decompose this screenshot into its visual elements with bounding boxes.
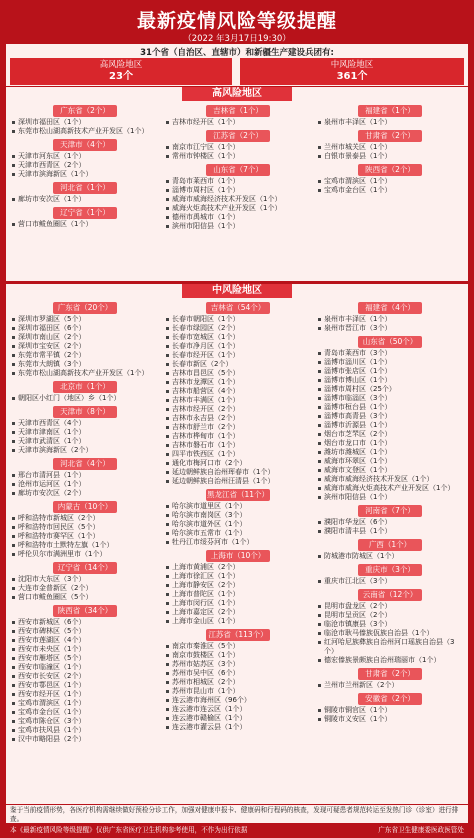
province-card [10, 302, 160, 378]
province-card [316, 539, 464, 561]
district-item: 上海市黄浦区（2个） [164, 563, 312, 572]
province-badge: 上海市（10个） [206, 550, 270, 562]
district-item: 威海市威海经济技术开发区（1个） [316, 475, 464, 484]
district-list [164, 315, 312, 486]
medium-risk-column [316, 302, 464, 727]
high-risk-label: 高风险地区 [99, 60, 143, 70]
district-item: 连云港市灌云县（1个） [164, 723, 312, 732]
district-list [316, 518, 464, 536]
district-item: 上海市金山区（1个） [164, 617, 312, 626]
district-item: 长春市绿园区（2个） [164, 324, 312, 333]
district-item: 白银市景泰县（1个） [316, 152, 464, 161]
district-item: 延边朝鲜族自治州汪清县（1个） [164, 477, 312, 486]
district-list [316, 681, 464, 690]
district-item: 临沧市耿马傣族佤族自治县（1个） [316, 629, 464, 638]
province-card [10, 406, 160, 455]
district-item: 长春市宽城区（1个） [164, 333, 312, 342]
district-item: 哈尔滨市五常市（1个） [164, 529, 312, 538]
district-list [316, 118, 464, 127]
district-item: 防城港市防城区（1个） [316, 552, 464, 561]
district-item: 滨州市阳信县（1个） [164, 222, 312, 231]
district-item: 深圳市福田区（1个） [10, 118, 160, 127]
district-list [10, 315, 160, 378]
district-item: 苏州市相城区（2个） [164, 678, 312, 687]
high-risk-panel [6, 87, 468, 281]
district-item: 西安市未央区（1个） [10, 645, 160, 654]
district-list [316, 349, 464, 502]
district-item: 吉林市桦甸市（1个） [164, 432, 312, 441]
district-item: 青岛市莱西市（3个） [316, 349, 464, 358]
district-item: 西安市碑林区（5个） [10, 627, 160, 636]
district-list [164, 118, 312, 127]
district-item: 哈尔滨市南岗区（3个） [164, 511, 312, 520]
district-item: 呼和浩特市赛罕区（1个） [10, 532, 160, 541]
district-item: 吉林市昌邑区（5个） [164, 369, 312, 378]
district-item: 廊坊市安次区（2个） [10, 489, 160, 498]
province-badge: 河北省（1个） [53, 182, 117, 194]
province-badge: 广东省（2个） [53, 105, 117, 117]
district-item: 深圳市福田区（6个） [10, 324, 160, 333]
district-item: 吉林市船营区（4个） [164, 387, 312, 396]
district-item: 德宏傣族景颇族自治州瑞丽市（1个） [316, 656, 464, 665]
district-item: 濮阳市华龙区（6个） [316, 518, 464, 527]
province-card [164, 629, 312, 732]
province-badge: 重庆市（3个） [358, 564, 422, 576]
province-card [164, 105, 312, 127]
district-item: 东莞市松山湖高新技术产业开发区（1个） [10, 127, 160, 136]
province-card [316, 589, 464, 665]
footer-source: 本《最新疫情风险等级提醒》仅供广东省医疗卫生机构参考使用，不作为出行依据 [10, 826, 248, 834]
district-item: 天津市滨海新区（2个） [10, 446, 160, 455]
district-list [10, 118, 160, 136]
province-badge: 陕西省（2个） [358, 164, 422, 176]
district-item: 四平市铁西区（1个） [164, 450, 312, 459]
district-list [164, 177, 312, 231]
province-card [164, 550, 312, 626]
district-item: 深圳市罗湖区（5个） [10, 315, 160, 324]
district-item: 西安市莲湖区（4个） [10, 636, 160, 645]
high-risk-count: 23个 [109, 71, 133, 82]
province-badge: 福建省（1个） [358, 105, 422, 117]
district-item: 威海市环翠区（1个） [316, 457, 464, 466]
district-item: 濮阳市清丰县（1个） [316, 527, 464, 536]
district-list [10, 152, 160, 179]
district-item: 呼和浩特市土默特左旗（1个） [10, 541, 160, 550]
province-badge: 安徽省（2个） [358, 693, 422, 705]
province-badge: 河北省（4个） [53, 458, 117, 470]
district-item: 连云港市连云区（1个） [164, 705, 312, 714]
district-item: 青岛市莱西市（1个） [164, 177, 312, 186]
district-item: 大连市金普新区（2个） [10, 584, 160, 593]
district-item: 天津市津南区（1个） [10, 428, 160, 437]
province-card [10, 458, 160, 498]
district-item: 东莞市松山湖高新技术产业开发区（1个） [10, 369, 160, 378]
district-item: 淄博市周村区（1个） [164, 186, 312, 195]
district-list [316, 602, 464, 665]
district-item: 长春市经开区（1个） [164, 351, 312, 360]
district-item: 长春市净月区（1个） [164, 342, 312, 351]
province-card [10, 105, 160, 136]
district-item: 淄博市沂源县（1个） [316, 421, 464, 430]
high-risk-header: 高风险地区 [182, 87, 292, 101]
district-list [316, 177, 464, 195]
district-item: 宝鸡市渭滨区（1个） [316, 177, 464, 186]
district-item: 吉林市舒兰市（2个） [164, 423, 312, 432]
province-card [316, 105, 464, 127]
district-item: 滨州市阳信县（1个） [316, 493, 464, 502]
district-item: 天津市武清区（1个） [10, 437, 160, 446]
district-item: 吉林市永吉县（2个） [164, 414, 312, 423]
district-item: 长春市新区（2个） [164, 360, 312, 369]
district-item: 通化市梅河口市（2个） [164, 459, 312, 468]
district-item: 哈尔滨市道外区（1个） [164, 520, 312, 529]
district-item: 天津市西青区（4个） [10, 419, 160, 428]
district-list [164, 642, 312, 732]
province-badge: 陕西省（34个） [53, 605, 117, 617]
district-list [164, 143, 312, 161]
province-card [316, 564, 464, 586]
district-item: 宝鸡市扶风县（1个） [10, 726, 160, 735]
district-list [316, 577, 464, 586]
district-item: 临沧市镇康县（3个） [316, 620, 464, 629]
district-item: 昆明市呈贡区（2个） [316, 611, 464, 620]
district-item: 重庆市江北区（3个） [316, 577, 464, 586]
district-item: 天津市西青区（2个） [10, 161, 160, 170]
district-item: 威海火炬高技术产业开发区（1个） [164, 204, 312, 213]
district-item: 泉州市晋江市（3个） [316, 324, 464, 333]
district-item: 吉林市丰满区（1个） [164, 396, 312, 405]
medium-risk-count: 361个 [336, 71, 368, 82]
province-card [10, 139, 160, 179]
summary-panel [6, 44, 468, 86]
district-item: 东莞市大朗镇（3个） [10, 360, 160, 369]
district-item: 牡丹江市绥芬河市（1个） [164, 538, 312, 547]
district-item: 宝鸡市陈仓区（3个） [10, 717, 160, 726]
district-item: 上海市闵行区（1个） [164, 599, 312, 608]
footer-org: 广东省卫生健康委医政医管处 [378, 826, 464, 834]
province-badge: 江苏省（2个） [206, 130, 270, 142]
district-item: 深圳市南山区（2个） [10, 333, 160, 342]
province-badge: 北京市（1个） [53, 381, 117, 393]
district-item: 延边朝鲜族自治州珲春市（1个） [164, 468, 312, 477]
district-list [10, 220, 160, 229]
province-card [164, 130, 312, 161]
district-item: 兰州市兰州新区（2个） [316, 681, 464, 690]
district-item: 连云港市赣榆区（1个） [164, 714, 312, 723]
district-list [10, 514, 160, 559]
district-item: 营口市鲅鱼圈区（5个） [10, 593, 160, 602]
district-item: 吉林市龙潭区（1个） [164, 378, 312, 387]
district-item: 汉中市略阳县（2个） [10, 735, 160, 744]
district-item: 上海市静安区（2个） [164, 581, 312, 590]
district-item: 哈尔滨市道里区（1个） [164, 502, 312, 511]
province-badge: 甘肃省（2个） [358, 668, 422, 680]
district-item: 泉州市丰泽区（1个） [316, 118, 464, 127]
district-item: 苏州市吴中区（6个） [164, 669, 312, 678]
district-item: 淄博市临淄区（3个） [316, 394, 464, 403]
province-badge: 甘肃省（2个） [358, 130, 422, 142]
province-card [164, 302, 312, 486]
province-badge: 天津市（4个） [53, 139, 117, 151]
district-list [10, 419, 160, 455]
footer-bar [6, 824, 468, 836]
province-badge: 广西（1个） [358, 539, 422, 551]
district-list [164, 563, 312, 626]
district-item: 连云港市海州区（96个） [164, 696, 312, 705]
high-risk-column [10, 105, 160, 232]
district-item: 长春市朝阳区（1个） [164, 315, 312, 324]
province-card [316, 130, 464, 161]
district-item: 淄博市周村区（25个） [316, 385, 464, 394]
district-item: 昆明市盘龙区（2个） [316, 602, 464, 611]
province-badge: 吉林省（1个） [206, 105, 270, 117]
district-item: 淄博市淄川区（1个） [316, 358, 464, 367]
district-item: 深圳市宝安区（2个） [10, 342, 160, 351]
province-badge: 山东省（7个） [206, 164, 270, 176]
district-list [316, 143, 464, 161]
district-item: 宝鸡市渭滨区（1个） [10, 699, 160, 708]
medium-risk-column [164, 302, 312, 735]
district-item: 淄博市张店区（1个） [316, 367, 464, 376]
province-card [316, 693, 464, 724]
district-item: 呼伦贝尔市满洲里市（1个） [10, 550, 160, 559]
district-item: 淄博市桓台县（1个） [316, 403, 464, 412]
district-item: 威海市威海火炬高技术产业开发区（1个） [316, 484, 464, 493]
district-list [10, 195, 160, 204]
footer-note: 鉴于当前疫情形势，各医疗机构需继续做好预检分诊工作，加强对健康申报卡、健康码和行程码的核查，发现可疑患者规范转运至发热门诊（诊室）进行排查。 [6, 805, 468, 823]
medium-risk-label: 中风险地区 [330, 60, 374, 70]
district-list [164, 502, 312, 547]
province-badge: 内蒙古（10个） [53, 501, 117, 513]
district-item: 东莞市常平镇（2个） [10, 351, 160, 360]
province-badge: 吉林省（54个） [206, 302, 270, 314]
district-item: 淄博市博山区（1个） [316, 376, 464, 385]
district-item: 上海市徐汇区（1个） [164, 572, 312, 581]
district-item: 天津市滨海新区（1个） [10, 170, 160, 179]
district-item: 铜陵市铜官区（1个） [316, 706, 464, 715]
district-item: 南京市秦淮区（5个） [164, 642, 312, 651]
district-item: 廊坊市安次区（1个） [10, 195, 160, 204]
district-item: 泉州市丰泽区（1个） [316, 315, 464, 324]
province-card [316, 302, 464, 333]
province-badge: 河南省（7个） [358, 505, 422, 517]
district-item: 吉林市经开区（2个） [164, 405, 312, 414]
province-card [164, 164, 312, 231]
district-item: 西安市雁塔区（5个） [10, 654, 160, 663]
district-item: 西安市新城区（6个） [10, 618, 160, 627]
district-list [10, 471, 160, 498]
province-badge: 辽宁省（1个） [53, 207, 117, 219]
district-item: 天津市河东区（1个） [10, 152, 160, 161]
district-item: 上海市普陀区（1个） [164, 590, 312, 599]
province-card [10, 207, 160, 229]
district-item: 兰州市城关区（1个） [316, 143, 464, 152]
district-item: 德州市禹城市（1个） [164, 213, 312, 222]
district-item: 威海市威海经济技术开发区（1个） [164, 195, 312, 204]
district-item: 常州市钟楼区（1个） [164, 152, 312, 161]
province-badge: 黑龙江省（11个） [206, 490, 270, 499]
province-badge: 广东省（20个） [53, 302, 117, 314]
district-item: 吉林市经开区（1个） [164, 118, 312, 127]
district-item: 红河哈尼族彝族自治州河口瑶族自治县（3个） [316, 638, 464, 656]
district-item: 沈阳市大东区（3个） [10, 575, 160, 584]
district-list [316, 315, 464, 333]
district-item: 宝鸡市金台区（1个） [10, 708, 160, 717]
province-badge: 山东省（50个） [358, 336, 422, 348]
province-badge: 辽宁省（14个） [53, 562, 117, 574]
district-item: 西安市临潼区（1个） [10, 663, 160, 672]
district-list [316, 706, 464, 724]
district-item: 吉林市磐石市（1个） [164, 441, 312, 450]
district-item: 西安市鄠邑区（1个） [10, 681, 160, 690]
page-title: 最新疫情风险等级提醒 [136, 10, 337, 32]
high-risk-summary [10, 58, 232, 85]
district-item: 朝阳区小红门（地区）乡（1个） [10, 394, 160, 403]
district-list [10, 575, 160, 602]
province-badge: 云南省（12个） [358, 589, 422, 601]
province-card [10, 501, 160, 559]
district-item: 营口市鲅鱼圈区（1个） [10, 220, 160, 229]
province-card [10, 605, 160, 744]
high-risk-column [164, 105, 312, 234]
province-card [316, 164, 464, 195]
district-item: 南京市鼓楼区（1个） [164, 651, 312, 660]
district-item: 苏州市昆山市（1个） [164, 687, 312, 696]
district-item: 西安市长安区（2个） [10, 672, 160, 681]
medium-risk-column [10, 302, 160, 747]
district-item: 潍坊市潍城区（1个） [316, 448, 464, 457]
province-card [316, 336, 464, 502]
district-list [10, 394, 160, 403]
district-list [10, 618, 160, 744]
district-item: 西安市经开区（1个） [10, 690, 160, 699]
high-risk-column [316, 105, 464, 198]
province-card [10, 562, 160, 602]
page-subtitle: （2022 年3月17日19:30） [183, 34, 291, 44]
province-card [10, 381, 160, 403]
medium-risk-summary [240, 58, 464, 85]
province-card [164, 489, 312, 547]
medium-risk-header: 中风险地区 [182, 284, 292, 298]
province-card [10, 182, 160, 204]
district-item: 烟台市龙口市（1个） [316, 439, 464, 448]
district-item: 上海市嘉定区（2个） [164, 608, 312, 617]
province-card [316, 668, 464, 690]
district-list [316, 552, 464, 561]
district-item: 邢台市清河县（1个） [10, 471, 160, 480]
district-item: 沧州市运河区（1个） [10, 480, 160, 489]
district-item: 铜陵市义安区（1个） [316, 715, 464, 724]
district-item: 苏州市姑苏区（3个） [164, 660, 312, 669]
district-item: 威海市文登区（1个） [316, 466, 464, 475]
province-badge: 福建省（4个） [358, 302, 422, 314]
district-item: 淄博市高青县（3个） [316, 412, 464, 421]
province-badge: 江苏省（113个） [206, 629, 270, 641]
district-item: 呼和浩特市新城区（2个） [10, 514, 160, 523]
district-item: 宝鸡市金台区（1个） [316, 186, 464, 195]
province-card [316, 505, 464, 536]
district-item: 南京市江宁区（1个） [164, 143, 312, 152]
medium-risk-panel [6, 284, 468, 804]
district-item: 烟台市芝罘区（2个） [316, 430, 464, 439]
summary-text: 31个省（自治区、直辖市）和新疆生产建设兵团有: [140, 48, 334, 58]
district-item: 呼和浩特市回民区（5个） [10, 523, 160, 532]
province-badge: 天津市（8个） [53, 406, 117, 418]
